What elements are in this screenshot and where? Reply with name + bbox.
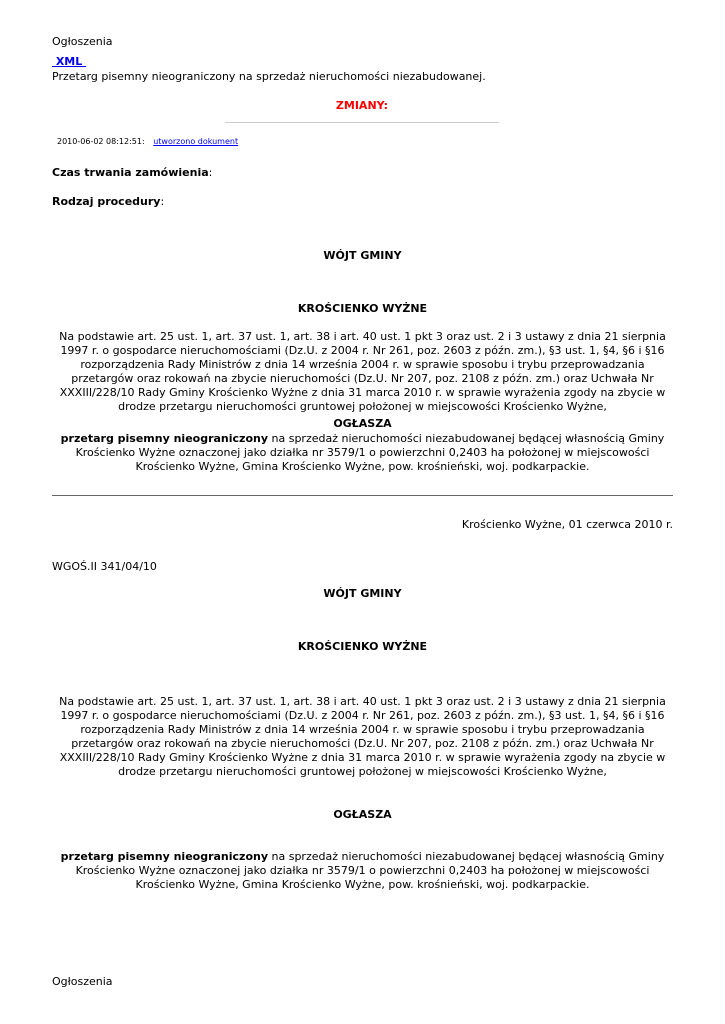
- changes-divider: [225, 122, 499, 123]
- section-divider: [52, 495, 673, 496]
- heading-wojt: WÓJT GMINY: [323, 249, 402, 262]
- change-entry: [57, 137, 238, 147]
- xml-link[interactable]: XML: [52, 55, 87, 68]
- tender-description: [52, 850, 673, 892]
- legal-basis-text: Na podstawie art. 25 ust. 1, art. 37 ust. 1, art. 38 i art. 40 ust. 1 pkt 3 oraz ust. 2 i 3 ustawy z dnia 21 sierpnia 1997 r. o gospodarce nieruchomościami (Dz.U. z 2004 r. Nr 261, poz. 2603 z późn. zm.), §3 ust. 1, §4, §6 i §16 rozporządzenia Rady Ministrów z dnia 14 września 2004 r. w sprawie sposobu i trybu przeprowadzania przetargów oraz rokowań na zbycie nieruchomości (Dz.U. Nr 207, poz. 2108 z późn. zm.) oraz Uchwała Nr XXXIII/228/10 Rady Gminy Krościenko Wyżne z dnia 31 marca 2010 r. w sprawie wyrażenia zgody na zbycie w drodze przetargu nieruchomości gruntowej położonej w miejscowości Krościenko Wyżne,: [59, 330, 666, 413]
- field-label: Rodzaj procedury: [52, 195, 161, 208]
- heading-wojt: WÓJT GMINY: [323, 587, 402, 600]
- heading-gmina: KROŚCIENKO WYŻNE: [297, 640, 428, 653]
- changes-title: ZMIANY:: [335, 99, 389, 112]
- field-label: Czas trwania zamówienia: [52, 166, 209, 179]
- field-procedure: [52, 195, 164, 209]
- announces-label: OGŁASZA: [333, 417, 392, 430]
- tender-details: na sprzedaż nieruchomości niezabudowanej będącej własnością Gminy Krościenko Wyżne oznaczonej jako działka nr 3579/1 o powierzchni 0,2403 ha położonej w miejscowości Krościenko Wyżne, Gmina Krościenko Wyżne, pow. krośnieński, woj. podkarpackie.: [75, 850, 665, 891]
- tender-details: na sprzedaż nieruchomości niezabudowanej będącej własnością Gminy Krościenko Wyżne oznaczonej jako działka nr 3579/1 o powierzchni 0,2403 ha położonej w miejscowości Krościenko Wyżne, Gmina Krościenko Wyżne, pow. krośnieński, woj. podkarpackie.: [75, 432, 665, 473]
- announces-label: OGŁASZA: [333, 808, 392, 821]
- section-header: Ogłoszenia: [52, 35, 113, 48]
- legal-basis-text: Na podstawie art. 25 ust. 1, art. 37 ust. 1, art. 38 i art. 40 ust. 1 pkt 3 oraz ust. 2 i 3 ustawy z dnia 21 sierpnia 1997 r. o gospodarce nieruchomościami (Dz.U. z 2004 r. Nr 261, poz. 2603 z późn. zm.), §3 ust. 1, §4, §6 i §16 rozporządzenia Rady Ministrów z dnia 14 września 2004 r. w sprawie sposobu i trybu przeprowadzania przetargów oraz rokowań na zbycie nieruchomości (Dz.U. Nr 207, poz. 2108 z późn. zm.) oraz Uchwała Nr XXXIII/228/10 Rady Gminy Krościenko Wyżne z dnia 31 marca 2010 r. w sprawie wyrażenia zgody na zbycie w drodze przetargu nieruchomości gruntowej położonej w miejscowości Krościenko Wyżne,: [59, 695, 666, 778]
- place-date: Krościenko Wyżne, 01 czerwca 2010 r.: [461, 518, 673, 531]
- field-value: :: [160, 195, 165, 208]
- field-value: :: [208, 166, 213, 179]
- tender-type: przetarg pisemny nieograniczony: [60, 432, 269, 445]
- change-action-link[interactable]: utworzono dokument: [153, 137, 239, 146]
- field-duration: [52, 166, 212, 180]
- page-subtitle: Przetarg pisemny nieograniczony na sprzedaż nieruchomości niezabudowanej.: [52, 70, 486, 83]
- heading-gmina: KROŚCIENKO WYŻNE: [297, 302, 428, 315]
- change-timestamp: 2010-06-02 08:12:51:: [57, 137, 145, 146]
- tender-type: przetarg pisemny nieograniczony: [60, 850, 269, 863]
- tender-description: [52, 432, 673, 474]
- reference-number: WGOŚ.II 341/04/10: [52, 560, 157, 573]
- section-footer: Ogłoszenia: [52, 975, 113, 988]
